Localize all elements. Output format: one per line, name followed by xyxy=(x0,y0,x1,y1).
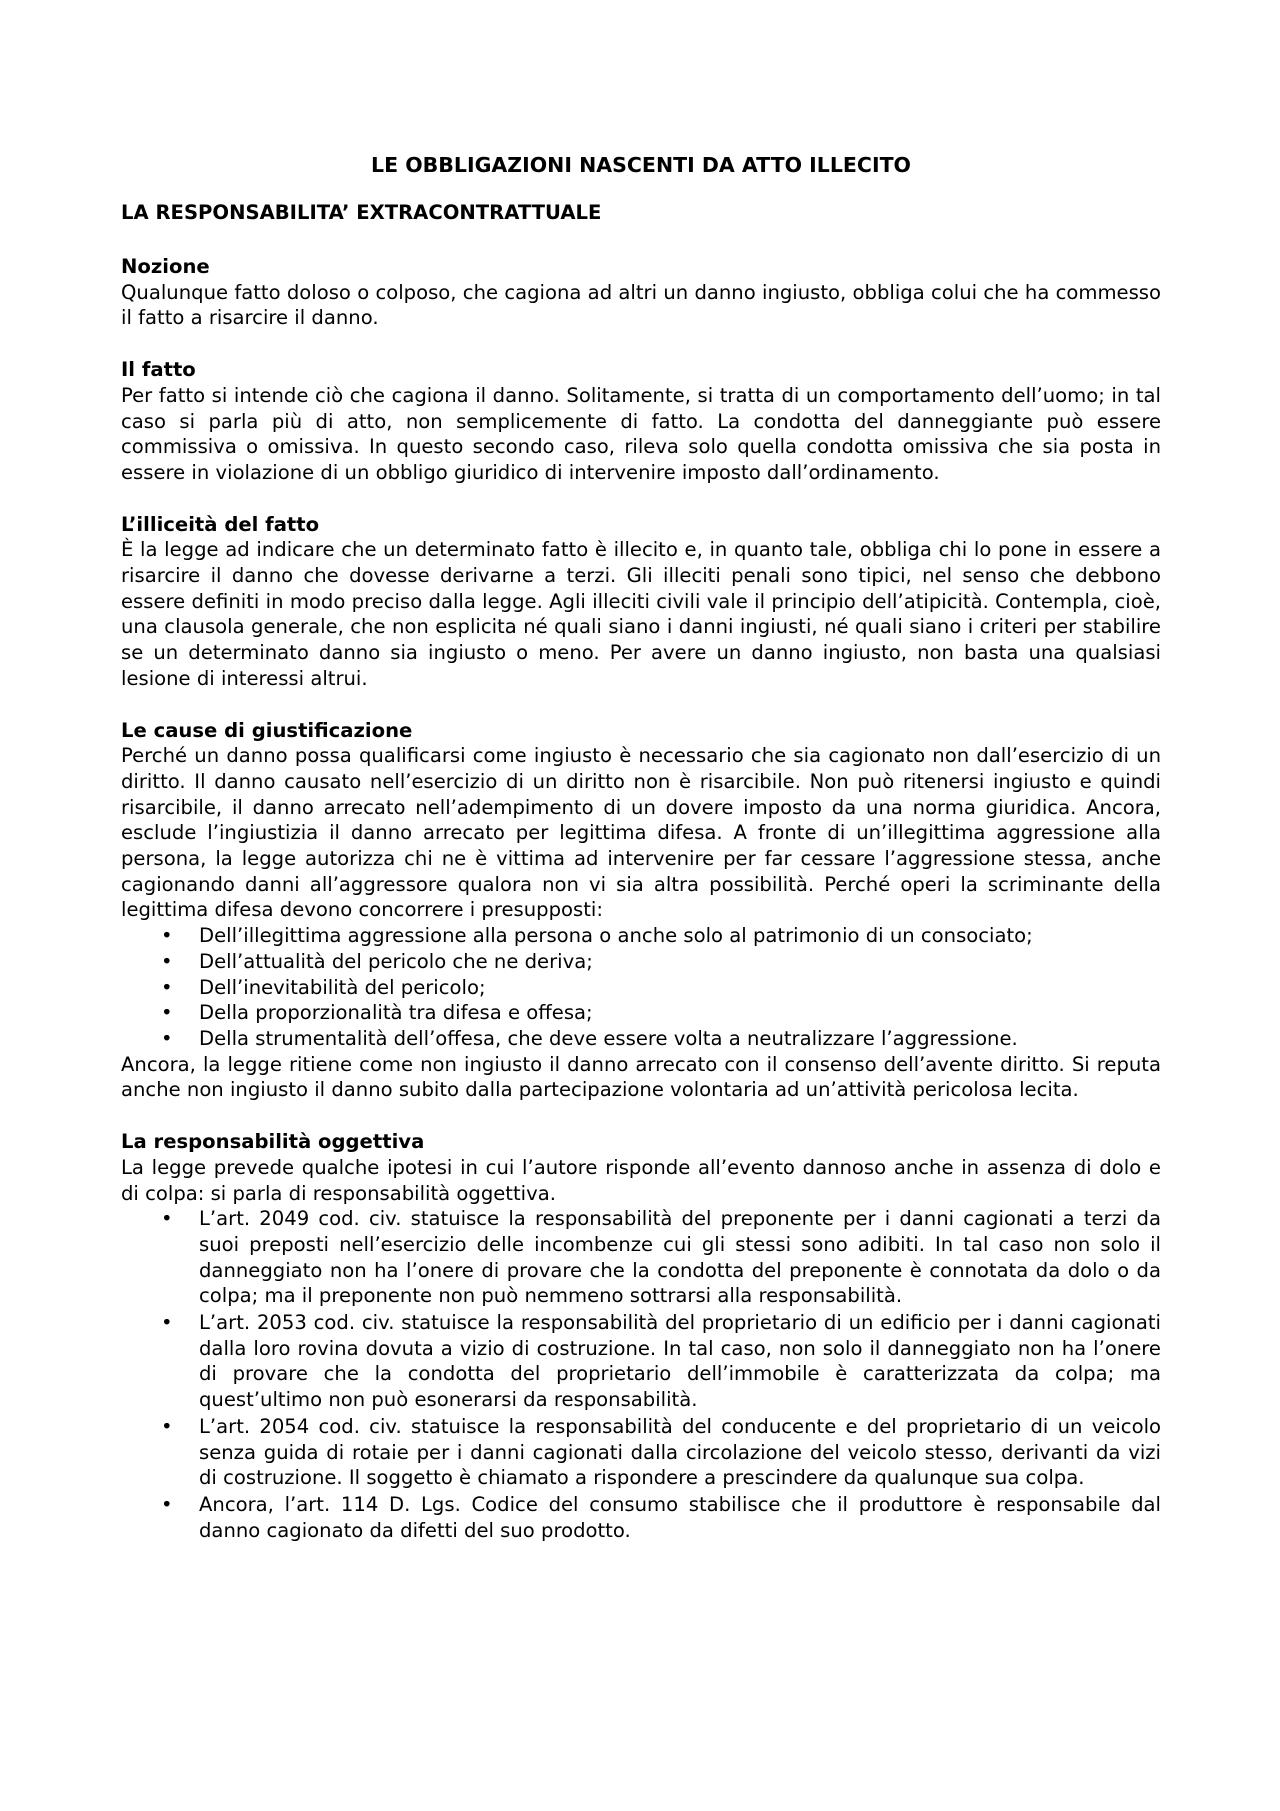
list-item-text: Della strumentalità dell’offesa, che deve essere volta a neutralizzare l’aggressione. xyxy=(199,1026,1018,1050)
list-item-text: Della proporzionalità tra difesa e offesa; xyxy=(199,1001,593,1025)
document-title: LE OBBLIGAZIONI NASCENTI DA ATTO ILLECITO xyxy=(371,153,911,177)
section-responsabilita-oggettiva xyxy=(121,1129,1161,1543)
list-item-text: Ancora, l’art. 114 D. Lgs. Codice del consumo stabilisce che il produttore è responsabile dal danno cagionato da difetti del suo prodotto. xyxy=(199,1492,1161,1542)
list-item-text: L’art. 2053 cod. civ. statuisce la responsabilità del proprietario di un edificio per i danni cagionati dalla loro rovina dovuta a vizio di costruzione. In tal caso, non solo il danneggiato non ha l’onere di provare che la condotta del proprietario dell’immobile è caratterizzata da colpa; ma quest’ultimo non può esonerarsi da responsabilità. xyxy=(199,1311,1161,1412)
bullet-icon: • xyxy=(161,1414,173,1438)
section-cause-giustificazione xyxy=(121,718,1161,1104)
section-heading: Le cause di giustificazione xyxy=(121,718,413,742)
list-item-text: Dell’illegittima aggressione alla persona o anche solo al patrimonio di un consociato; xyxy=(199,924,1033,948)
list-item xyxy=(121,1206,1161,1309)
section-paragraph: La legge prevede qualche ipotesi in cui l’autore risponde all’evento dannoso anche in assenza di dolo e di colpa: si parla di responsabilità oggettiva. xyxy=(121,1155,1161,1205)
section-heading: L’illiceità del fatto xyxy=(121,512,320,536)
list-item xyxy=(121,923,1161,949)
section-paragraph: Per fatto si intende ciò che cagiona il danno. Solitamente, si tratta di un comportamento dell’uomo; in tal caso si parla più di atto, non semplicemente di fatto. La condotta del danneggiante può essere commissiva o omissiva. In questo secondo caso, rileva solo quella condotta omissiva che sia posta in essere in violazione di un obbligo giuridico di intervenire imposto dall’ordinamento. xyxy=(121,383,1161,484)
document-page xyxy=(121,150,1161,1569)
bullet-icon: • xyxy=(161,1001,173,1025)
list-item xyxy=(121,975,1161,1001)
section-heading: Nozione xyxy=(121,255,210,278)
bullet-icon: • xyxy=(161,1026,173,1050)
list-item-text: Dell’inevitabilità del pericolo; xyxy=(199,975,486,999)
list-item xyxy=(121,949,1161,975)
document-subtitle: LA RESPONSABILITA’ EXTRACONTRATTUALE xyxy=(121,201,602,224)
list-item-text: Dell’attualità del pericolo che ne deriva; xyxy=(199,949,593,973)
list-item-text: L’art. 2049 cod. civ. statuisce la responsabilità del preponente per i danni cagionati a terzi da suoi preposti nell’esercizio delle incombenze cui gli stessi sono adibiti. In tal caso non solo il danneggiato non ha l’onere di provare che la condotta del preponente è connotata da dolo o da colpa; ma il preponente non può nemmeno sottrarsi alla responsabilità. xyxy=(199,1207,1161,1308)
section-nozione xyxy=(121,254,1161,331)
list-item xyxy=(121,1026,1161,1052)
section-heading: La responsabilità oggettiva xyxy=(121,1130,425,1154)
section-fatto xyxy=(121,357,1161,486)
list-item xyxy=(121,1310,1161,1413)
section-heading: Il fatto xyxy=(121,358,196,382)
bullet-icon: • xyxy=(161,1492,173,1516)
bullet-icon: • xyxy=(161,975,173,999)
section-illiceita xyxy=(121,512,1161,692)
list-item xyxy=(121,1492,1161,1543)
bullet-icon: • xyxy=(161,1207,173,1231)
list-item xyxy=(121,1000,1161,1026)
section-paragraph: Ancora, la legge ritiene come non ingiusto il danno arrecato con il consenso dell’avente diritto. Si reputa anche non ingiusto il danno subito dalla partecipazione volontaria ad un’attività pericolosa lecita. xyxy=(121,1052,1161,1102)
section-paragraph: Perché un danno possa qualificarsi come ingiusto è necessario che sia cagionato non dall’esercizio di un diritto. Il danno causato nell’esercizio di un diritto non è risarcibile. Non può ritenersi ingiusto e quindi risarcibile, il danno arrecato nell’adempimento di un dovere imposto da una norma giuridica. Ancora, esclude l’ingiustizia il danno arrecato per legittima difesa. A fronte di un’illegittima aggressione alla persona, la legge autorizza chi ne è vittima ad intervenire per far cessare l’aggressione stessa, anche cagionando danni all’aggressore qualora non vi sia altra possibilità. Perché operi la scriminante della legittima difesa devono concorrere i presupposti: xyxy=(121,744,1161,922)
bullet-list xyxy=(121,1206,1161,1543)
bullet-icon: • xyxy=(161,949,173,973)
section-paragraph: Qualunque fatto doloso o colposo, che cagiona ad altri un danno ingiusto, obbliga colui che ha commesso il fatto a risarcire il danno. xyxy=(121,280,1161,330)
list-item-text: L’art. 2054 cod. civ. statuisce la responsabilità del conducente e del proprietario di un veicolo senza guida di rotaie per i danni cagionati dalla circolazione del veicolo stesso, derivanti da vizi di costruzione. Il soggetto è chiamato a rispondere a prescindere da qualunque sua colpa. xyxy=(199,1414,1161,1490)
bullet-icon: • xyxy=(161,1311,173,1335)
section-paragraph: È la legge ad indicare che un determinato fatto è illecito e, in quanto tale, obbliga chi lo pone in essere a risarcire il danno che dovesse derivarne a terzi. Gli illeciti penali sono tipici, nel senso che debbono essere definiti in modo preciso dalla legge. Agli illeciti civili vale il principio dell’atipicità. Contempla, cioè, una clausola generale, che non esplicita né quali siano i danni ingiusti, né quali siano i criteri per stabilire se un determinato danno sia ingiusto o meno. Per avere un danno ingiusto, non basta una qualsiasi lesione di interessi altrui. xyxy=(121,538,1161,690)
bullet-icon: • xyxy=(161,924,173,948)
bullet-list xyxy=(121,923,1161,1052)
list-item xyxy=(121,1414,1161,1491)
